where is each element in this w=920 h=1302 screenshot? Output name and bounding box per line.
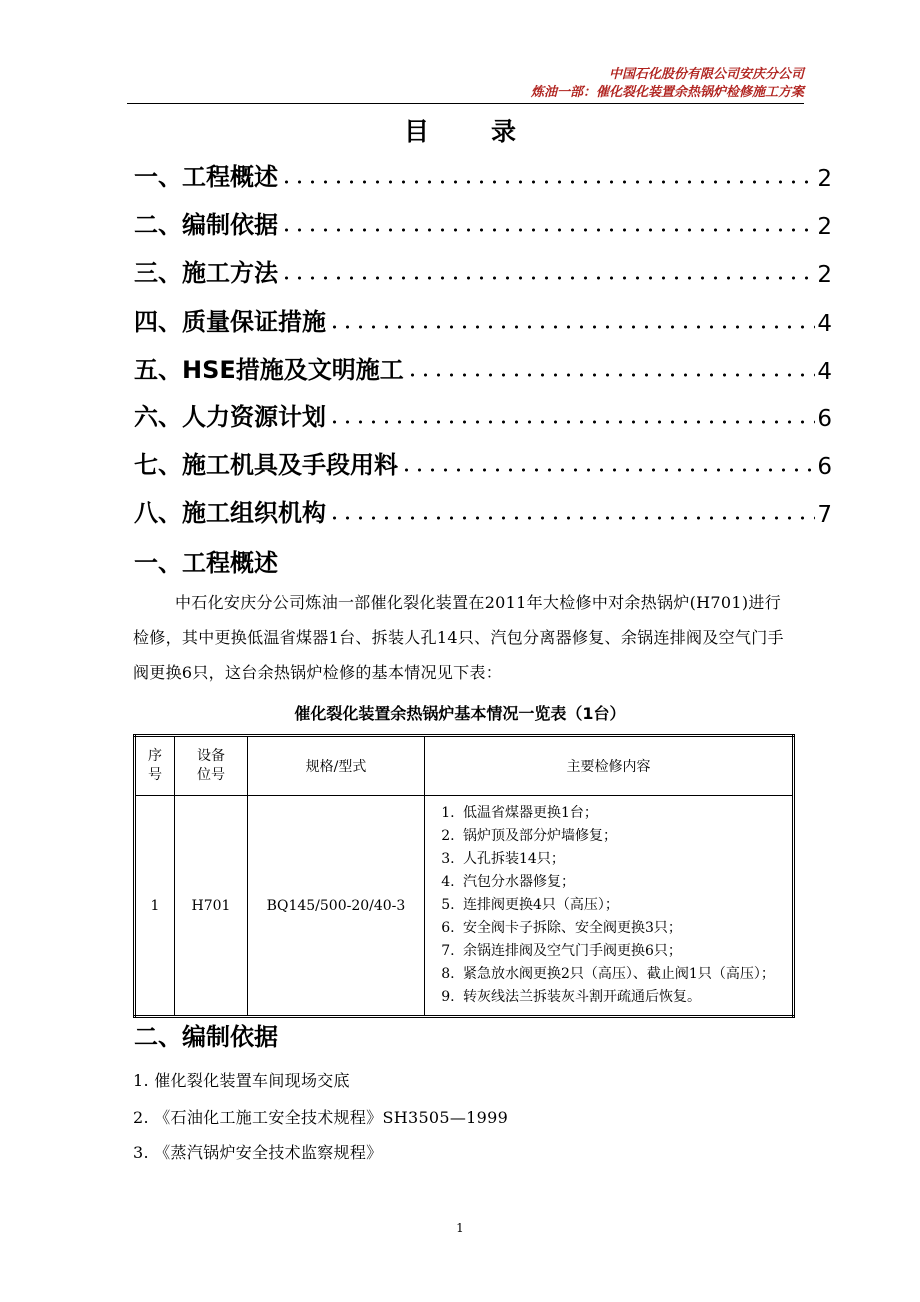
boiler-info-table [133,734,795,1018]
toc-leader-dots [328,324,815,330]
toc-entry[interactable] [134,303,832,337]
maintenance-item: 2. 锅炉顶及部分炉墙修复； [459,825,782,848]
toc-entry[interactable] [134,351,832,385]
toc-entry[interactable] [134,254,832,288]
toc-entry[interactable] [134,206,832,240]
table-caption: 催化裂化装置余热锅炉基本情况一览表（1台） [294,704,626,723]
section-heading-basis: 二、编制依据 [134,1023,278,1051]
toc-leader-dots [328,419,815,425]
maintenance-item: 8. 紧急放水阀更换2只（高压）、截止阀1只（高压）； [459,963,782,986]
toc-entry-label: 七、施工机具及手段用料 [134,451,398,479]
toc-entry[interactable] [134,446,832,480]
toc-leader-dots [280,275,815,281]
basis-item-3: 3. 《蒸汽锅炉安全技术监察规程》 [133,1143,383,1162]
toc-entry-page: 4 [817,359,832,385]
header-seq: 序号 [135,736,175,796]
toc-entry[interactable] [134,494,832,528]
toc-entry-label: 一、工程概述 [134,163,278,191]
maintenance-item: 4. 汽包分水器修复； [459,871,782,894]
cell-content [425,796,794,1017]
toc-entry-page: 4 [817,311,832,337]
cell-seq: 1 [135,796,175,1017]
maintenance-items-list [433,802,782,1009]
toc-entry-page: 6 [817,406,832,432]
basis-item-2: 2. 《石油化工施工安全技术规程》SH3505—1999 [133,1108,509,1127]
toc-entry[interactable] [134,158,832,192]
maintenance-item: 5. 连排阀更换4只（高压）； [459,894,782,917]
section-heading-overview: 一、工程概述 [134,549,278,577]
toc-entry-page: 6 [817,454,832,480]
toc-entry-label: 二、编制依据 [134,211,278,239]
header-spec: 规格/型式 [248,736,425,796]
basis-item-1: 1. 催化裂化装置车间现场交底 [133,1071,350,1090]
maintenance-item: 6. 安全阀卡子拆除、安全阀更换3只； [459,917,782,940]
header-content: 主要检修内容 [425,736,794,796]
toc-entry-page: 2 [817,262,832,288]
toc-entry-label: 八、施工组织机构 [134,499,326,527]
toc-entry-label: 四、质量保证措施 [134,308,326,336]
header-company: 中国石化股份有限公司安庆分公司 [608,67,804,82]
header-divider [127,103,804,104]
table-row [135,796,794,1017]
page-number: 1 [456,1221,464,1235]
toc-leader-dots [400,467,815,473]
toc-title: 目录 [403,117,578,146]
toc-leader-dots [328,515,815,521]
toc-entry-label: 三、施工方法 [134,259,278,287]
cell-equip: H701 [175,796,248,1017]
maintenance-item: 1. 低温省煤器更换1台； [459,802,782,825]
maintenance-item: 7. 余锅连排阀及空气门手阀更换6只； [459,940,782,963]
toc-entry-label: 五、HSE措施及文明施工 [134,356,404,384]
toc-entry[interactable] [134,398,832,432]
toc-leader-dots [280,179,815,185]
toc-entry-page: 2 [817,214,832,240]
toc-leader-dots [406,372,816,378]
toc-leader-dots [280,227,815,233]
toc-entry-page: 7 [817,502,832,528]
toc-entry-page: 2 [817,166,832,192]
header-project: 炼油一部：催化裂化装置余热锅炉检修施工方案 [530,85,804,100]
maintenance-item: 3. 人孔拆装14只； [459,848,782,871]
table-header-row [135,736,794,796]
maintenance-item: 9. 转灰线法兰拆装灰斗割开疏通后恢复。 [459,986,782,1009]
header-equip: 设备位号 [175,736,248,796]
toc-entry-label: 六、人力资源计划 [134,403,326,431]
cell-spec: BQ145/500-20/40-3 [248,796,425,1017]
overview-paragraph: 中石化安庆分公司炼油一部催化裂化装置在2011年大检修中对余热锅炉(H701)进行检修，其中更换低温省煤器1台、拆装人孔14只、汽包分离器修复、余锅连排阀及空气门手阀更换6只，这台余热锅炉检修的基本情况见下表： [133,593,784,682]
